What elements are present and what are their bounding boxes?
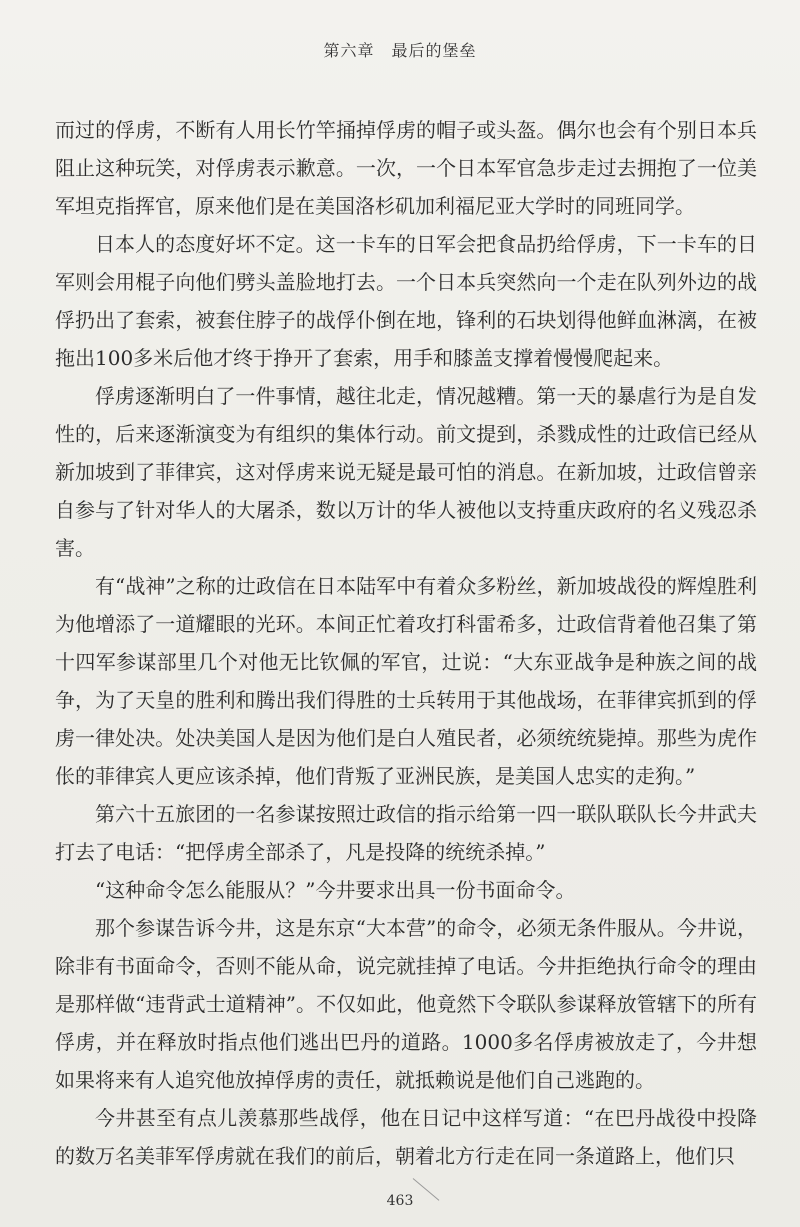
paragraph: 那个参谋告诉今井，这是东京“大本营”的命令，必须无条件服从。今井说，除非有书面命令，否则不能从命，说完就挂掉了电话。今井拒绝执行命令的理由是那样做“违背武士道精神”。不仅如此，他竟然下令联队参谋释放管辖下的所有俘虏，并在释放时指点他们逃出巴丹的道路。1000多名俘虏被放走了，今井想如果将来有人追究他放掉俘虏的责任，就抵赖说是他们自己逃跑的。 [55,916,757,1092]
paragraph: 第六十五旅团的一名参谋按照辻政信的指示给第一四一联队联队长今井武夫打去了电话：“把俘虏全部杀了，凡是投降的统统杀掉。” [55,802,757,864]
paragraph: 有“战神”之称的辻政信在日本陆军中有着众多粉丝，新加坡战役的辉煌胜利为他增添了一道耀眼的光环。本间正忙着攻打科雷希多，辻政信背着他召集了第十四军参谋部里几个对他无比钦佩的军官，辻说：“大东亚战争是种族之间的战争，为了天皇的胜利和腾出我们得胜的士兵转用于其他战场，在菲律宾抓到的俘虏一律处决。处决美国人是因为他们是白人殖民者，必须统统毙掉。那些为虎作伥的菲律宾人更应该杀掉，他们背叛了亚洲民族，是美国人忠实的走狗。” [55,574,757,788]
paragraph: 俘虏逐渐明白了一件事情，越往北走，情况越糟。第一天的暴虐行为是自发性的，后来逐渐演变为有组织的集体行动。前文提到，杀戮成性的辻政信已经从新加坡到了菲律宾，这对俘虏来说无疑是最可怕的消息。在新加坡，辻政信曾亲自参与了针对华人的大屠杀，数以万计的华人被他以支持重庆政府的名义残忍杀害。 [55,384,757,560]
paragraph: 日本人的态度好坏不定。这一卡车的日军会把食品扔给俘虏，下一卡车的日军则会用棍子向他们劈头盖脸地打去。一个日本兵突然向一个走在队列外边的战俘扔出了套索，被套住脖子的战俘仆倒在地，锋利的石块划得他鲜血淋漓，在被拖出100多米后他才终于挣开了套索，用手和膝盖支撑着慢慢爬起来。 [55,232,757,370]
page-number: 463 [386,1193,414,1209]
paragraph: “这种命令怎么能服从？”今井要求出具一份书面命令。 [95,878,576,902]
running-head: 第六章 最后的堡垒 [323,41,477,60]
paragraph: 而过的俘虏，不断有人用长竹竿捅掉俘虏的帽子或头盔。偶尔也会有个别日本兵阻止这种玩笑，对俘虏表示歉意。一次，一个日本军官急步走过去拥抱了一位美军坦克指挥官，原来他们是在美国洛杉矶加利福尼亚大学时的同班同学。 [55,118,757,218]
paragraph: 今井甚至有点儿羡慕那些战俘，他在日记中这样写道：“在巴丹战役中投降的数万名美菲军俘虏就在我们的前后，朝着北方行走在同一条道路上，他们只 [55,1106,757,1168]
body-text [55,111,757,1175]
